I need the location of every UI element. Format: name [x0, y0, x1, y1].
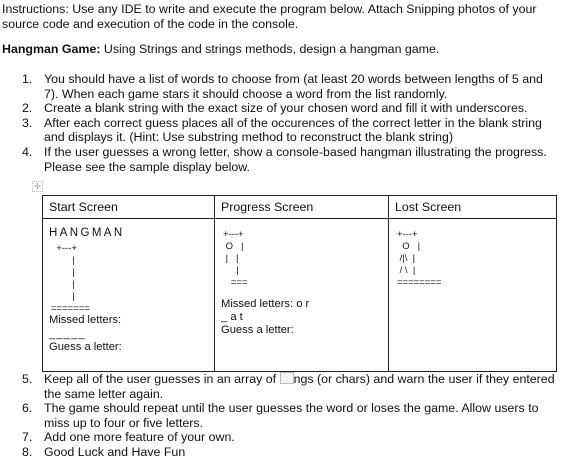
list-number: 1. [22, 72, 33, 86]
list-text: Add one more feature of your own. [44, 430, 235, 445]
progress-screen-header: Progress Screen [221, 200, 314, 214]
lost-screen-header: Lost Screen [395, 200, 462, 214]
hangman-heading [2, 42, 562, 57]
progress-gallows-art: +---+ O | | | | === [223, 229, 248, 288]
list-number: 2. [22, 101, 33, 116]
list-number: 8. [22, 444, 33, 459]
start-gallows-art: +---+ | | | | ======= [51, 243, 90, 314]
heading-bold: Hangman Game: [2, 42, 101, 56]
list-item [0, 145, 556, 174]
list-number: 5. [22, 372, 33, 386]
list-item [0, 401, 556, 430]
list-number: 3. [22, 115, 33, 130]
header-cell [389, 196, 557, 219]
instructions-text: Instructions: Use any IDE to write and execute the program below. Attach Snipping photos of your source code and execution of the code in the console. [2, 2, 537, 31]
progress-word: _ a t [221, 311, 243, 323]
list-text: Create a blank string with the exact size of your chosen word and fill it with underscores. [44, 101, 528, 116]
lost-screen-cell [389, 219, 557, 372]
start-guess-prompt: Guess a letter: [49, 341, 122, 353]
lost-gallows-art: +---+ O | /|\ | / \ | ======== [397, 229, 442, 288]
list-item [0, 430, 556, 445]
list-text: Good Luck and Have Fun [44, 444, 186, 459]
list-item [0, 116, 556, 145]
start-blanks: _ _ _ _ _ [49, 328, 84, 340]
header-cell [215, 196, 389, 219]
list-item [0, 372, 556, 401]
start-screen-cell [43, 219, 215, 372]
table-move-handle-icon[interactable]: ✢ [32, 181, 43, 192]
list-text: The game should repeat until the user guesses the word or loses the game. Allow users to miss up to four or five letters. [44, 401, 539, 430]
start-missed-letters: Missed letters: [49, 314, 122, 326]
list-number: 6. [22, 401, 33, 416]
header-cell [43, 196, 215, 219]
list-text-after: ngs (or chars) and warn the user if they entered the same letter again. [44, 372, 555, 401]
list-text: You should have a list of words to choose from (at least 20 words between lengths of 5 and 7). When each game stars it should choose a word from the list randomly. [44, 72, 543, 101]
progress-guess-prompt: Guess a letter: [221, 324, 294, 336]
list-number: 7. [22, 430, 33, 445]
list-text-before: Keep all of the user guesses in an array of [44, 372, 280, 386]
list-item [0, 72, 556, 101]
list-item [0, 445, 556, 460]
list-item [0, 101, 556, 116]
list-number: 4. [22, 144, 33, 159]
progress-missed-letters: Missed letters: o r [221, 298, 310, 310]
heading-rest: Using Strings and strings methods, design a hangman game. [100, 42, 440, 56]
steps-list-top [0, 72, 556, 174]
steps-list-bottom [0, 372, 556, 460]
list-text: If the user guesses a wrong letter, show a console-based hangman illustrating the progress. Please see the sample display below. [44, 144, 547, 174]
start-screen-header: Start Screen [49, 200, 118, 214]
sample-display-table [42, 195, 557, 372]
list-text: After each correct guess places all of the occurences of the correct letter in the blank string and displays it. (Hint: Use substring method to reconstruct the blank string) [44, 115, 542, 145]
hangman-title: HANGMAN [49, 227, 125, 239]
broken-image-icon [280, 372, 294, 384]
progress-screen-cell [215, 219, 389, 372]
